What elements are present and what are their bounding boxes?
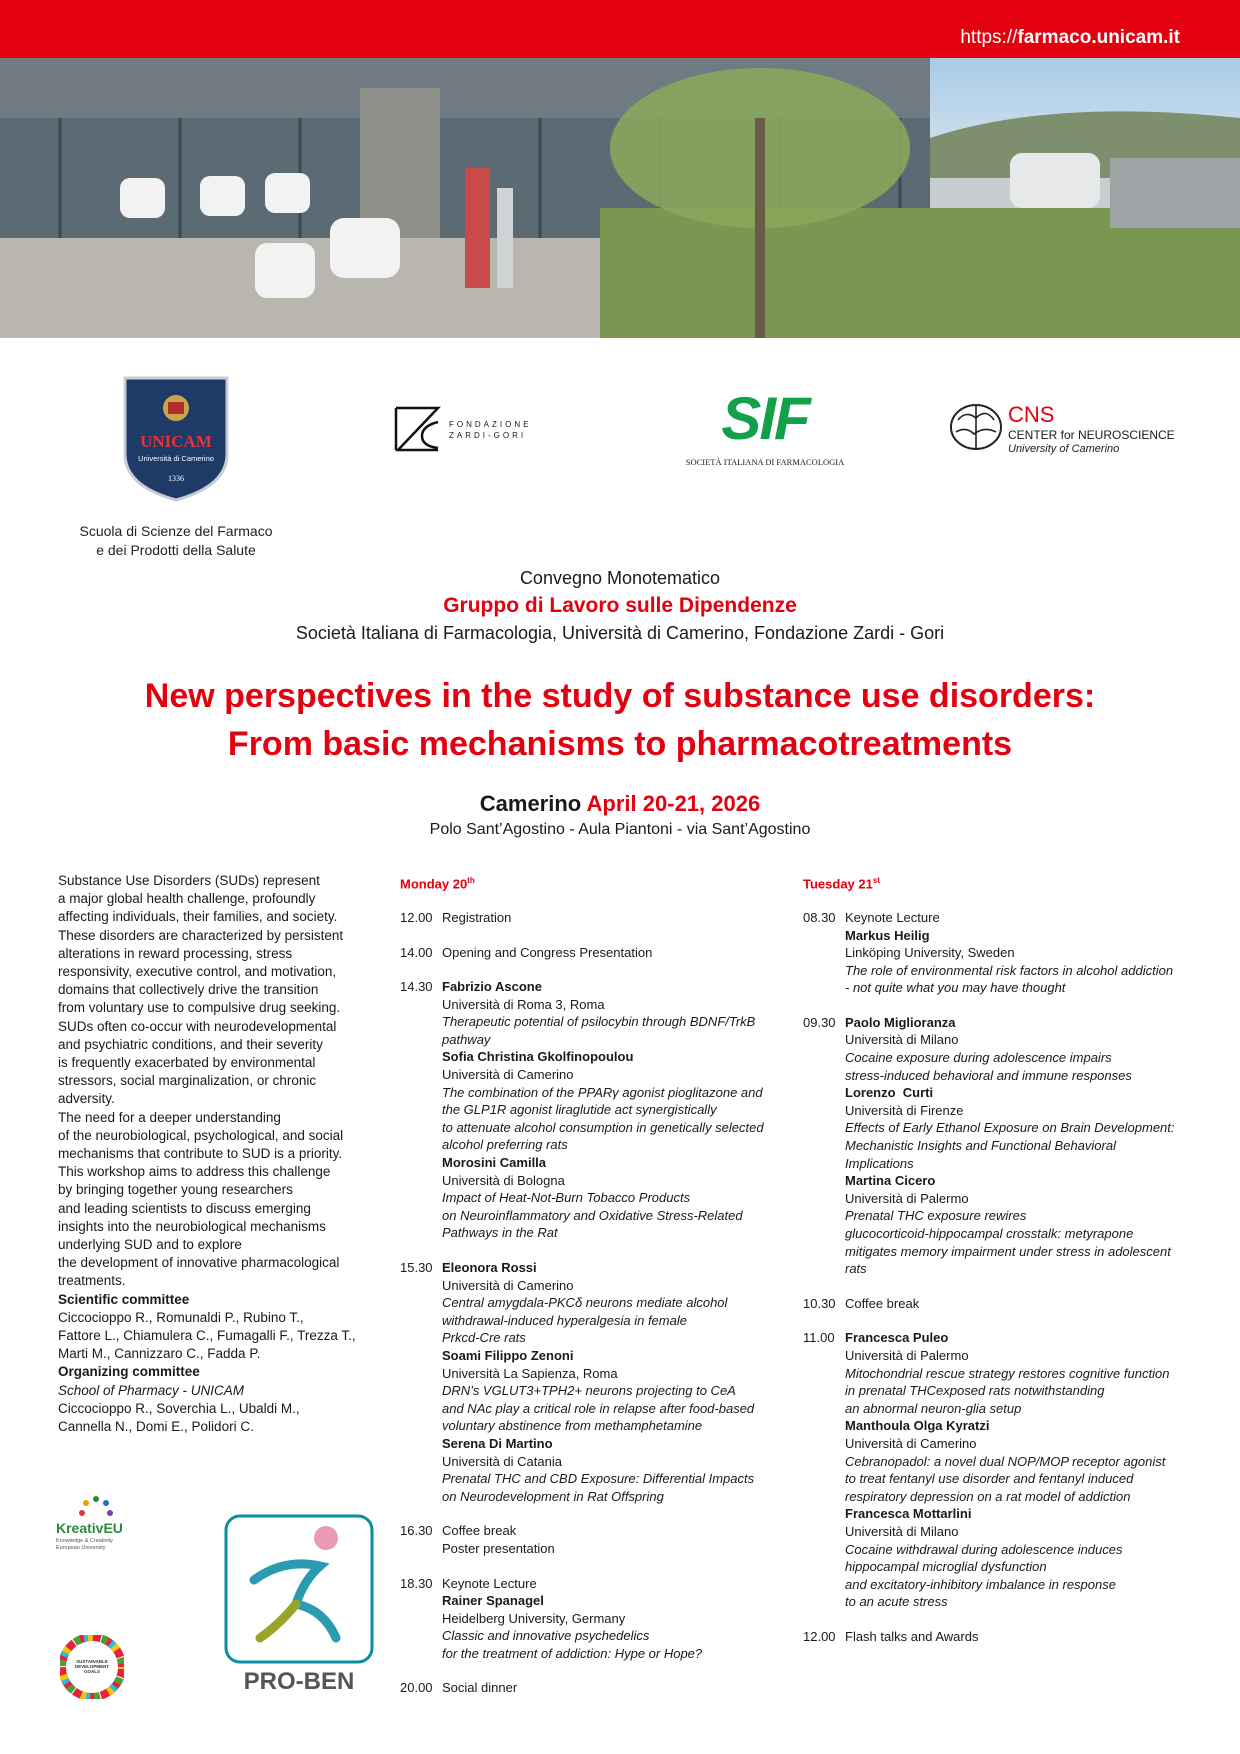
cns-logo <box>948 400 1178 460</box>
schedule-slot <box>803 909 1193 997</box>
talk-title: Cocaine exposure during adolescence impairs <box>845 1050 1112 1066</box>
unicam-year: 1336 <box>168 474 184 483</box>
monday-day: Monday 20 <box>400 876 468 892</box>
talk-title: on Neuroinflammatory and Oxidative Stress-Related <box>442 1207 743 1223</box>
speaker-name: Paolo Miglioranza <box>845 1014 956 1030</box>
scientific-committee-heading: Scientific committee <box>58 1291 190 1307</box>
unicam-caption-line2: e dei Prodotti della Salute <box>96 542 256 558</box>
talk-title: stress-induced behavioral and immune responses <box>845 1067 1132 1083</box>
monday-sup: th <box>467 876 475 885</box>
intro-line: adversity. <box>58 1091 115 1107</box>
slot-time: 08.30 <box>803 909 836 925</box>
talk-title: The combination of the PPARγ agonist pioglitazone and <box>442 1084 763 1100</box>
speaker-affiliation: Università di Camerino <box>845 1435 977 1451</box>
cns-line1: CENTER for NEUROSCIENCE <box>1008 428 1175 442</box>
event-title <box>0 672 1240 768</box>
schedule-slot <box>400 978 780 1242</box>
unicam-sub: Università di Camerino <box>138 454 214 463</box>
talk-title: Implications <box>845 1155 914 1171</box>
intro-line: the development of innovative pharmacological <box>58 1255 340 1271</box>
slot-label: Poster presentation <box>442 1540 555 1556</box>
slot-label: Keynote Lecture <box>845 909 940 925</box>
fzg-mark-icon <box>392 402 444 456</box>
slot-label: Registration <box>442 909 512 925</box>
talk-title: glucocorticoid-hippocampal crosstalk: metyrapone <box>845 1226 1134 1242</box>
intro-line: mechanisms that contribute to SUD is a priority. <box>58 1146 343 1162</box>
fzg-line2: ZARDI-GORI <box>449 431 527 440</box>
talk-title: and excitatory-inhibitory imbalance in response <box>845 1576 1116 1592</box>
slot-label: Keynote Lecture <box>442 1575 537 1591</box>
talk-title: Pathways in the Rat <box>442 1225 558 1241</box>
intro-line: is frequently exacerbated by environmental <box>58 1055 316 1071</box>
organizing-committee-line: Cannella N., Domi E., Polidori C. <box>58 1419 254 1435</box>
cns-line2: University of Camerino <box>1008 443 1120 455</box>
intro-line: by bringing together young researchers <box>58 1182 293 1198</box>
slot-time: 10.30 <box>803 1295 836 1311</box>
slot-label: Flash talks and Awards <box>845 1628 979 1644</box>
speaker-affiliation: Università di Milano <box>845 1523 959 1539</box>
kreativeu-name: KreativEU <box>56 1520 123 1536</box>
scientific-committee-line: Marti M., Cannizzaro C., Fadda P. <box>58 1346 261 1362</box>
talk-title: on Neurodevelopment in Rat Offspring <box>442 1488 664 1504</box>
schedule-slot <box>400 944 780 962</box>
talk-title: to an acute stress <box>845 1594 948 1610</box>
intro-line: and leading scientists to discuss emerging <box>58 1200 311 1216</box>
slot-label: Coffee break <box>442 1523 517 1539</box>
speaker-name: Martina Cicero <box>845 1173 936 1189</box>
slot-time: 20.00 <box>400 1680 433 1696</box>
sdg-wheel-logo <box>60 1635 124 1699</box>
speaker-affiliation: Heidelberg University, Germany <box>442 1610 626 1626</box>
intro-line: underlying SUD and to explore <box>58 1237 242 1253</box>
schedule-slot <box>400 1575 780 1663</box>
kreativeu-sub: Knowledge & Creativity European University <box>56 1538 113 1551</box>
slot-time: 11.00 <box>803 1330 835 1346</box>
speaker-affiliation: Università di Firenze <box>845 1102 964 1118</box>
talk-title: Prenatal THC exposure rewires <box>845 1208 1027 1224</box>
fondazione-zardi-gori-logo <box>392 402 562 456</box>
talk-title: voluntary abstinence from methamphetamine <box>442 1418 703 1434</box>
talk-title: DRN’s VGLUT3+TPH2+ neurons projecting to CeA <box>442 1383 736 1399</box>
event-venue: Polo Sant’Agostino - Aula Piantoni - via Sant’Agostino <box>429 821 811 838</box>
running-figure-icon <box>224 1514 374 1664</box>
speaker-name: Eleonora Rossi <box>442 1260 537 1276</box>
intro-line: SUDs often co-occur with neurodevelopmental <box>58 1018 337 1034</box>
talk-title: respiratory depression on a rat model of addiction <box>845 1488 1131 1504</box>
schedule-slot <box>803 1329 1193 1611</box>
speaker-name: Lorenzo Curti <box>845 1085 934 1101</box>
stars-icon <box>76 1493 116 1519</box>
speaker-name: Markus Heilig <box>845 927 930 943</box>
talk-title: Prenatal THC and CBD Exposure: Differential Impacts <box>442 1471 755 1487</box>
speaker-name: Francesca Puleo <box>845 1330 949 1346</box>
talk-title: withdrawal-induced hyperalgesia in female <box>442 1312 687 1328</box>
speaker-affiliation: Università di Milano <box>845 1032 959 1048</box>
slot-label: Opening and Congress Presentation <box>442 944 653 960</box>
organizing-committee-line: Ciccocioppo R., Soverchia L., Ubaldi M., <box>58 1400 300 1416</box>
scientific-committee-line: Ciccocioppo R., Romunaldi P., Rubino T., <box>58 1309 304 1325</box>
speaker-affiliation: Università di Palermo <box>845 1347 969 1363</box>
sif-logo <box>680 385 850 472</box>
talk-title: Mechanistic Insights and Functional Behavioral <box>845 1138 1116 1154</box>
intro-line: insights into the neurobiological mechanisms <box>58 1218 326 1234</box>
schedule-slot <box>803 1628 1193 1646</box>
slot-time: 18.30 <box>400 1575 433 1591</box>
tuesday-day: Tuesday 21 <box>803 876 873 892</box>
kreativeu-logo <box>56 1493 156 1563</box>
speaker-affiliation: Università di Bologna <box>442 1172 565 1188</box>
url-domain: farmaco.unicam.it <box>1017 27 1180 48</box>
intro-line: stressors, social marginalization, or chronic <box>58 1073 317 1089</box>
speaker-name: Sofia Christina Gkolfinopoulou <box>442 1049 634 1065</box>
slot-time: 15.30 <box>400 1260 433 1276</box>
fzg-line1: FONDAZIONE <box>449 420 532 429</box>
tuesday-heading <box>803 872 1193 893</box>
speaker-affiliation: Università La Sapienza, Roma <box>442 1365 618 1381</box>
intro-line: a major global health challenge, profoundly <box>58 891 316 907</box>
unicam-caption-line1: Scuola di Scienze del Farmaco <box>79 523 273 539</box>
unicam-name: UNICAM <box>140 432 212 451</box>
speaker-affiliation: Università di Roma 3, Roma <box>442 996 605 1012</box>
speaker-name: Soami Filippo Zenoni <box>442 1347 574 1363</box>
slot-time: 16.30 <box>400 1523 433 1539</box>
talk-title: rats <box>845 1261 867 1277</box>
intro-text <box>58 872 380 1291</box>
event-title-line1: New perspectives in the study of substance use disorders: <box>144 677 1096 715</box>
intro-line: and psychiatric conditions, and their severity <box>58 1036 323 1052</box>
intro-line: responsivity, executive control, and motivation, <box>58 964 337 980</box>
intro-line: These disorders are characterized by persistent <box>58 927 344 943</box>
monday-schedule <box>400 872 780 1714</box>
event-place-date <box>0 791 1240 817</box>
speaker-affiliation: Università di Palermo <box>845 1190 969 1206</box>
talk-title: Classic and innovative psychedelics <box>442 1628 650 1644</box>
speaker-name: Morosini Camilla <box>442 1155 547 1171</box>
sdg-label: SUSTAINABLE DEVELOPMENT GOALS <box>74 1659 110 1674</box>
intro-line: from voluntary use to compulsive drug seeking. <box>58 1000 341 1016</box>
website-link[interactable] <box>960 27 1180 49</box>
tuesday-schedule <box>803 872 1193 1662</box>
slot-time: 14.30 <box>400 979 433 995</box>
talk-title: in prenatal THCexposed rats notwithstanding <box>845 1383 1105 1399</box>
talk-title: for the treatment of addiction: Hype or Hope? <box>442 1645 703 1661</box>
url-prefix: https:// <box>960 27 1018 48</box>
intro-line: Substance Use Disorders (SUDs) represent <box>58 873 320 888</box>
slot-time: 14.00 <box>400 944 433 960</box>
sif-caption: SOCIETÀ ITALIANA DI FARMACOLOGIA <box>685 457 845 467</box>
working-group: Gruppo di Lavoro sulle Dipendenze <box>443 594 797 617</box>
campus-photo <box>0 58 1240 338</box>
intro-column <box>58 872 380 1436</box>
unicam-logo <box>121 374 231 504</box>
sif-mark: SIF <box>721 385 809 452</box>
event-type: Convegno Monotematico <box>519 568 721 588</box>
organizing-societies: Società Italiana di Farmacologia, Università di Camerino, Fondazione Zardi - Gori <box>295 623 945 643</box>
slot-time: 09.30 <box>803 1014 836 1030</box>
speaker-affiliation: Università di Camerino <box>442 1067 574 1083</box>
intro-line: This workshop aims to address this challenge <box>58 1164 331 1180</box>
intro-line: The need for a deeper understanding <box>58 1109 281 1125</box>
talk-title: - not quite what you may have thought <box>845 980 1066 996</box>
speaker-name: Serena Di Martino <box>442 1435 553 1451</box>
slot-time: 12.00 <box>400 909 433 925</box>
talk-title: mitigates memory impairment under stress in adolescent <box>845 1243 1171 1259</box>
intro-line: treatments. <box>58 1273 126 1289</box>
intro-line: affecting individuals, their families, and society. <box>58 909 338 925</box>
slot-label: Coffee break <box>845 1295 920 1311</box>
speaker-affiliation: Linköping University, Sweden <box>845 945 1015 961</box>
pro-ben-name: PRO-BEN <box>243 1668 355 1695</box>
organizing-committee-school: School of Pharmacy - UNICAM <box>58 1382 245 1398</box>
talk-title: Cebranopadol: a novel dual NOP/MOP receptor agonist <box>845 1453 1166 1469</box>
unicam-caption <box>56 522 296 560</box>
organizing-committee-heading: Organizing committee <box>58 1364 200 1380</box>
talk-title: the GLP1R agonist liraglutide act synergistically <box>442 1102 717 1118</box>
event-city: Camerino <box>479 791 582 816</box>
schedule-slot <box>400 1259 780 1505</box>
monday-heading <box>400 872 780 893</box>
talk-title: alcohol preferring rats <box>442 1137 568 1153</box>
speaker-name: Fabrizio Ascone <box>442 979 542 995</box>
cns-acronym: CNS <box>1008 402 1055 427</box>
talk-title: Central amygdala-PKCδ neurons mediate alcohol <box>442 1295 728 1311</box>
speaker-affiliation: Università di Catania <box>442 1453 562 1469</box>
talk-title: hippocampal microglial dysfunction <box>845 1559 1047 1575</box>
schedule-slot <box>803 1014 1193 1278</box>
speaker-name: Francesca Mottarlini <box>845 1506 972 1522</box>
intro-line: domains that collectively drive the transition <box>58 982 319 998</box>
pro-ben-logo <box>224 1514 374 1700</box>
speaker-affiliation: Università di Camerino <box>442 1277 574 1293</box>
speaker-name: Manthoula Olga Kyratzi <box>845 1418 990 1434</box>
brain-icon <box>948 400 1004 454</box>
talk-title: Impact of Heat-Not-Burn Tobacco Products <box>442 1190 691 1206</box>
schedule-slot <box>400 909 780 927</box>
event-title-line2: From basic mechanisms to pharmacotreatments <box>227 725 1013 763</box>
talk-title: to attenuate alcohol consumption in genetically selected <box>442 1119 764 1135</box>
campus-photo-illustration <box>0 58 1240 338</box>
talk-title: Therapeutic potential of psilocybin through BDNF/TrkB <box>442 1014 756 1030</box>
tuesday-sup: st <box>872 876 880 885</box>
schedule-slot <box>400 1679 780 1697</box>
talk-title: Effects of Early Ethanol Exposure on Brain Development: <box>845 1120 1175 1136</box>
intro-line: of the neurobiological, psychological, and social <box>58 1127 344 1143</box>
talk-title: and NAc play a critical role in relapse after food-based <box>442 1400 755 1416</box>
talk-title: Cocaine withdrawal during adolescence induces <box>845 1541 1123 1557</box>
schedule-slot <box>400 1522 780 1557</box>
schedule-slot <box>803 1295 1193 1313</box>
intro-line: alterations in reward processing, stress <box>58 945 293 961</box>
slot-time: 12.00 <box>803 1628 836 1644</box>
talk-title: to treat fentanyl use disorder and fentanyl induced <box>845 1471 1134 1487</box>
talk-title: pathway <box>442 1031 491 1047</box>
talk-title: Mitochondrial rescue strategy restores cognitive function <box>845 1365 1170 1381</box>
slot-label: Social dinner <box>442 1680 518 1696</box>
talk-title: The role of environmental risk factors in alcohol addiction <box>845 962 1174 978</box>
scientific-committee-line: Fattore L., Chiamulera C., Fumagalli F., Trezza T., <box>58 1328 356 1344</box>
speaker-name: Rainer Spanagel <box>442 1593 544 1609</box>
talk-title: an abnormal neuron-glia setup <box>845 1400 1022 1416</box>
event-date: April 20-21, 2026 <box>586 791 761 816</box>
talk-title: Prkcd-Cre rats <box>442 1330 526 1346</box>
